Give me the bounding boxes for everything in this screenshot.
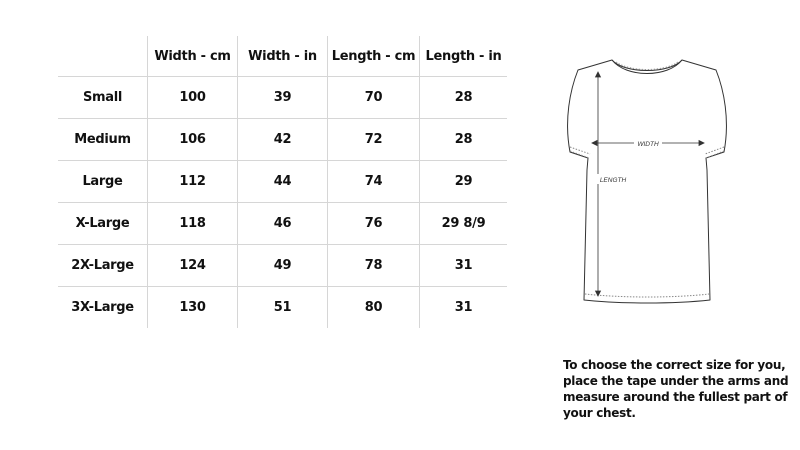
size-label: X-Large [58, 203, 148, 245]
header-length-cm: Length - cm [328, 36, 420, 77]
width-in-cell: 51 [238, 287, 328, 329]
width-cm-cell: 118 [148, 203, 238, 245]
width-cm-cell: 112 [148, 161, 238, 203]
length-cm-cell: 72 [328, 119, 420, 161]
size-label: Large [58, 161, 148, 203]
width-cm-cell: 130 [148, 287, 238, 329]
instruction-line: To choose the correct size for you, [563, 358, 786, 372]
header-width-cm: Width - cm [148, 36, 238, 77]
width-in-cell: 44 [238, 161, 328, 203]
size-chart-table [58, 36, 507, 328]
width-label: WIDTH [637, 141, 659, 148]
size-row-medium [58, 119, 507, 161]
width-in-cell: 49 [238, 245, 328, 287]
width-cm-cell: 100 [148, 77, 238, 119]
width-in-cell: 42 [238, 119, 328, 161]
size-row-x-large [58, 203, 507, 245]
length-in-cell: 31 [420, 287, 508, 329]
width-in-cell: 39 [238, 77, 328, 119]
header-width-in: Width - in [238, 36, 328, 77]
size-label: 3X-Large [71, 300, 134, 315]
tshirt-measurement-diagram [534, 50, 760, 310]
length-cm-cell: 74 [328, 161, 420, 203]
length-cm-cell: 80 [328, 287, 420, 329]
width-cm-cell: 106 [148, 119, 238, 161]
size-label: 2X-Large [58, 245, 148, 287]
length-cm-cell: 78 [328, 245, 420, 287]
instruction-line: place the tape under the arms and [563, 374, 789, 388]
length-in-cell: 31 [420, 245, 508, 287]
size-row-large [58, 161, 507, 203]
width-cm-cell: 124 [148, 245, 238, 287]
header-blank [58, 36, 148, 77]
length-in-cell: 29 [420, 161, 508, 203]
header-length-in: Length - in [420, 36, 508, 77]
length-in-cell: 28 [420, 77, 508, 119]
instruction-line: your chest. [563, 406, 636, 420]
width-in-cell: 46 [238, 203, 328, 245]
instruction-line: measure around the fullest part of [563, 390, 788, 404]
length-in-cell: 29 8/9 [420, 203, 508, 245]
size-label: Small [58, 77, 148, 119]
sizing-instructions [563, 357, 789, 421]
size-row-small [58, 77, 507, 119]
tshirt-outline [568, 60, 727, 303]
size-row-3x-large [58, 287, 507, 329]
bottom-hem [585, 294, 709, 297]
size-chart-header-row [58, 36, 507, 77]
size-label: Medium [58, 119, 148, 161]
length-cm-cell: 76 [328, 203, 420, 245]
length-label: LENGTH [599, 177, 627, 184]
size-row-2x-large [58, 245, 507, 287]
length-in-cell: 28 [420, 119, 508, 161]
length-cm-cell: 70 [328, 77, 420, 119]
